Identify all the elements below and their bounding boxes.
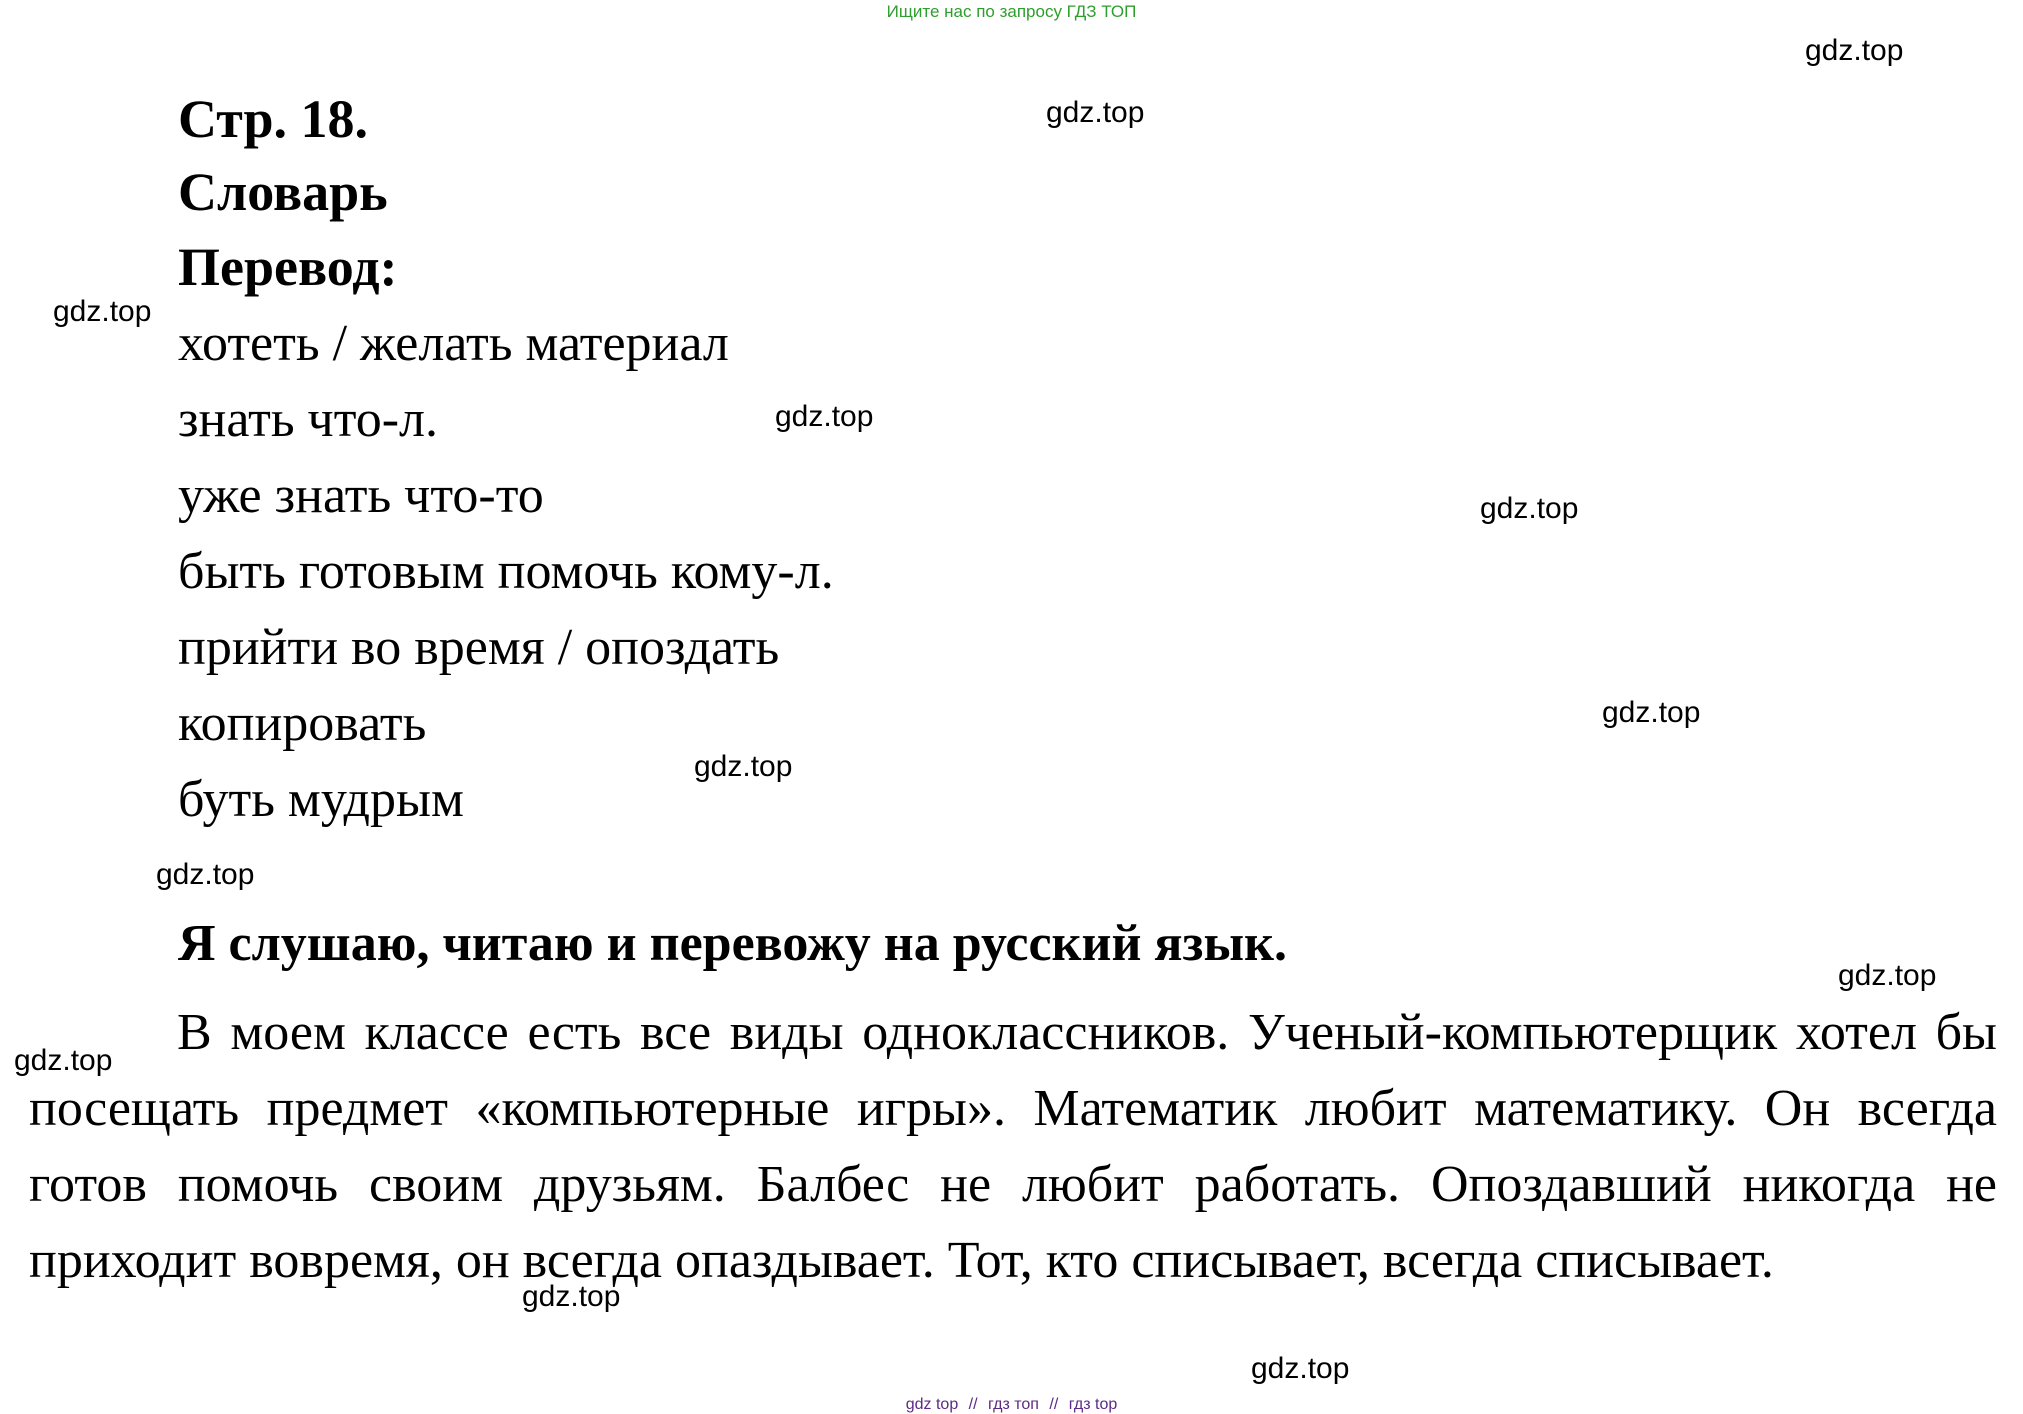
- footer-separator: //: [1049, 1396, 1059, 1413]
- reading-title: Я слушаю, читаю и перевожу на русский язык.: [178, 915, 1288, 972]
- footer-link-gdz-top-mixed[interactable]: гдз top: [1068, 1396, 1118, 1413]
- top-banner: Ищите нас по запросу ГДЗ ТОП: [886, 2, 1137, 21]
- translation-item: прийти во время / опоздать: [178, 619, 780, 676]
- footer-separator: //: [968, 1396, 978, 1413]
- watermark: gdz.top: [156, 858, 255, 891]
- translation-item: буть мудрым: [178, 771, 464, 828]
- translation-item: копировать: [178, 695, 427, 752]
- footer-link-gdz-top[interactable]: gdz top: [905, 1396, 959, 1413]
- watermark: gdz.top: [1602, 696, 1701, 729]
- watermark: gdz.top: [522, 1280, 621, 1313]
- watermark: gdz.top: [1480, 492, 1579, 525]
- footer-links: [0, 1397, 2023, 1413]
- reading-paragraph: В моем классе есть все виды одноклассников. Ученый-компьютерщик хотел бы посещать предмет «компьютерные игры». Математик любит математику. Он всегда готов помочь своим друзьям. Балбес не любит работать. Опоздавший никогда не приходит вовремя, он всегда опаздывает. Тот, кто списывает, всегда списывает.: [29, 1004, 1997, 1289]
- watermark: gdz.top: [1838, 959, 1937, 992]
- watermark: gdz.top: [775, 400, 874, 433]
- watermark: gdz.top: [694, 750, 793, 783]
- translation-item: знать что-л.: [178, 391, 438, 448]
- watermark: gdz.top: [53, 295, 152, 328]
- translation-heading: Перевод:: [178, 237, 398, 297]
- translation-item: быть готовым помочь кому-л.: [178, 543, 834, 600]
- watermark: gdz.top: [14, 1044, 113, 1077]
- page-heading: Стр. 18.: [178, 89, 369, 149]
- watermark: gdz.top: [1251, 1352, 1350, 1385]
- translation-item: хотеть / желать материал: [178, 315, 729, 372]
- watermark: gdz.top: [1805, 34, 1904, 67]
- watermark: gdz.top: [1046, 96, 1145, 129]
- translation-item: уже знать что-то: [178, 467, 544, 524]
- dictionary-heading: Словарь: [178, 162, 388, 222]
- footer-link-gdz-top-ru[interactable]: гдз топ: [988, 1396, 1039, 1413]
